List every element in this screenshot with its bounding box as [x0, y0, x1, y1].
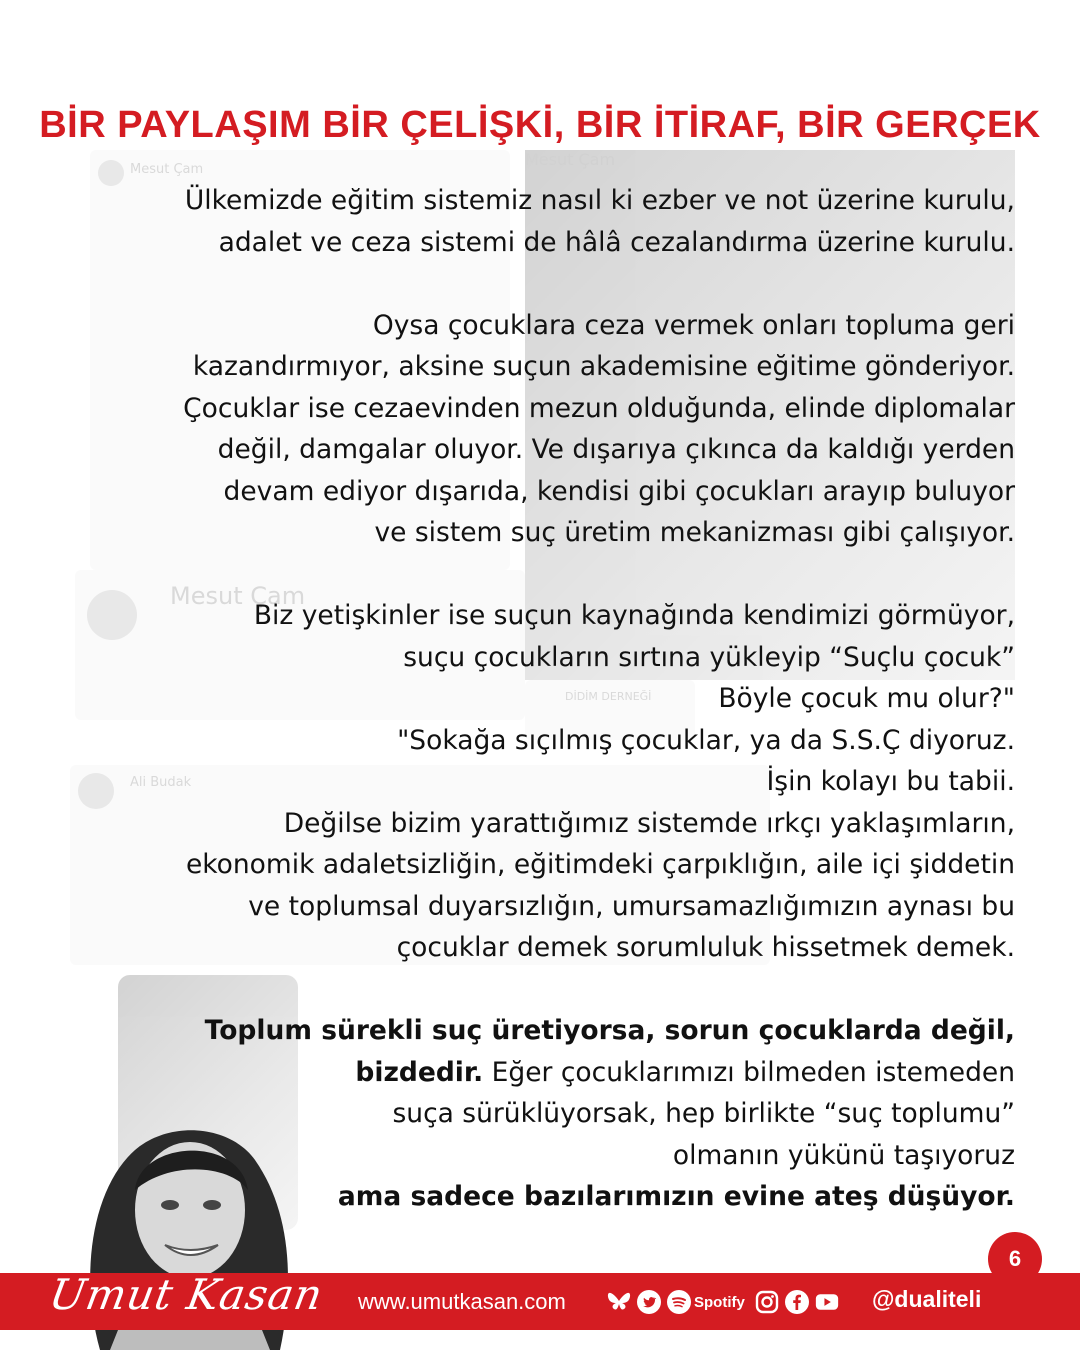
text-line: kazandırmıyor, aksine suçun akademisine eğitime gönderiyor. [192, 351, 1015, 382]
youtube-icon[interactable] [815, 1290, 839, 1314]
bg-post-author-1: Mesut Çam [130, 162, 204, 177]
bluesky-icon[interactable] [607, 1290, 631, 1314]
spotify-label: Spotify [694, 1293, 745, 1311]
page-title: BİR PAYLAŞIM BİR ÇELİŞKİ, BİR İTİRAF, BİR GERÇEK [39, 104, 1041, 146]
social-icons [607, 1287, 839, 1317]
bold-text: Toplum sürekli suç üretiyorsa, sorun çocuklarda değil, [204, 1015, 1015, 1046]
text-line: olmanın yükünü taşıyoruz [672, 1139, 1015, 1171]
text-line: çocuklar demek sorumluluk hissetmek demek. [396, 932, 1015, 963]
text-line: Çocuklar ise cezaevinden mezun olduğunda, elinde diplomalar [183, 392, 1015, 424]
text-line [35, 1010, 1015, 1052]
regular-text: Eğer çocuklarımızı bilmeden istemeden [483, 1056, 1015, 1088]
text-line: değil, damgalar oluyor. Ve dışarıya çıkınca da kaldığı yerden [217, 434, 1015, 465]
page-number-badge: 6 [988, 1232, 1042, 1286]
bg-post-author-3: Mesut Çam [170, 582, 306, 610]
spotify-icon[interactable] [667, 1290, 691, 1314]
text-line: İşin kolayı bu tabii. [766, 766, 1015, 797]
bold-text: ama sadece bazılarımızın evine ateş düşüyor. [337, 1181, 1015, 1212]
social-handle[interactable]: @dualiteli [872, 1286, 982, 1312]
text-line: ekonomik adaletsizliğin, eğitimdeki çarpıklığın, aile içi şiddetin [185, 849, 1015, 880]
text-line: devam ediyor dışarıda, kendisi gibi çocukları arayıp buluyor [223, 475, 1015, 507]
text-line: Böyle çocuk mu olur?" [718, 683, 1015, 714]
text-line: adalet ve ceza sistemi de hâlâ cezalandırma üzerine kurulu. [218, 226, 1015, 258]
text-line: Ülkemizde eğitim sistemiz nasıl ki ezber ve not üzerine kurulu, [184, 185, 1015, 216]
text-line: suçu çocukların sırtına yükleyip “Suçlu çocuk” [403, 641, 1015, 673]
website-link[interactable]: www.umutkasan.com [358, 1289, 566, 1314]
instagram-icon[interactable] [755, 1290, 779, 1314]
text-line: Oysa çocuklara ceza vermek onları topluma geri [372, 309, 1015, 341]
bold-text: bizdedir. [355, 1056, 484, 1088]
facebook-icon[interactable] [785, 1290, 809, 1314]
text-line: Biz yetişkinler ise suçun kaynağında kendimizi görmüyor, [253, 600, 1015, 631]
signature-logo: Umut Kasan [45, 1270, 327, 1319]
bg-post-author-4: DİDİM DERNEĞİ [565, 690, 652, 703]
text-line: Değilse bizim yarattığımız sistemde ırkçı yaklaşımların, [283, 807, 1015, 839]
bg-post-author-2: Mesut Çam [525, 150, 616, 169]
bg-comment-author: Ali Budak [130, 775, 192, 790]
text-line: "Sokağa sıçılmış çocuklar, ya da S.S.Ç diyoruz. [397, 724, 1015, 756]
text-line: ve toplumsal duyarsızlığın, umursamazlığımızın aynası bu [248, 890, 1015, 922]
twitter-bird-icon[interactable] [637, 1290, 661, 1314]
text-line: suça sürüklüyorsak, hep birlikte “suç toplumu” [392, 1098, 1015, 1129]
text-line: ve sistem suç üretim mekanizması gibi çalışıyor. [374, 517, 1015, 548]
